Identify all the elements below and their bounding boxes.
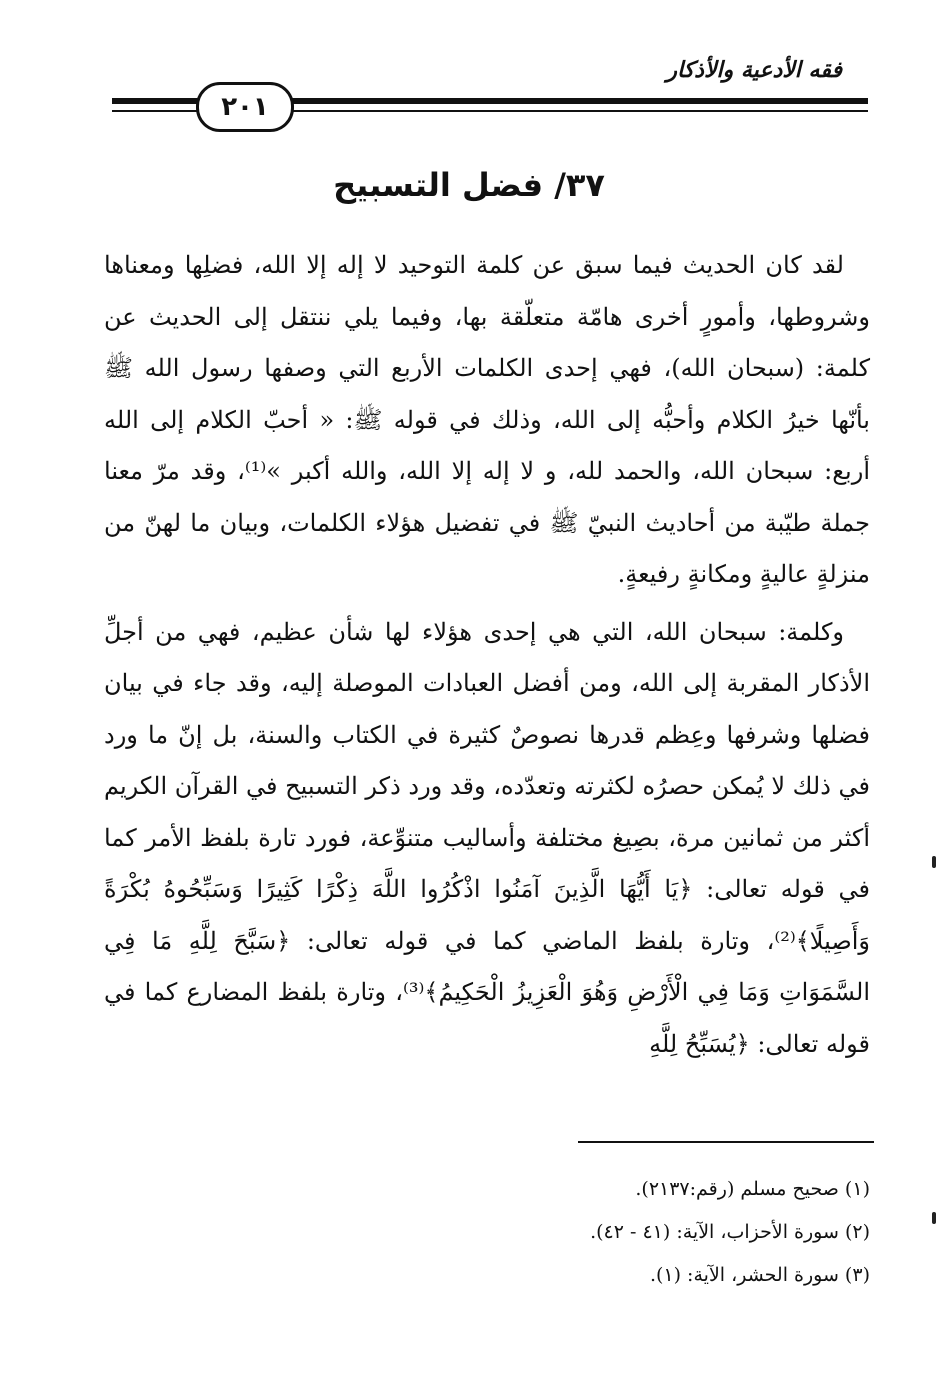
footnotes	[170, 1168, 870, 1297]
body-text	[104, 240, 870, 1076]
footnote-2: (٢) سورة الأحزاب، الآية: (٤١ - ٤٢).	[590, 1221, 870, 1243]
scan-mark	[932, 856, 936, 868]
paragraph-1: لقد كان الحديث فيما سبق عن كلمة التوحيد لا إله إلا الله، فضلِها ومعناها وشروطها، وأمورٍ أخرى هامّة متعلّقة بها، وفيما يلي ننتقل إلى الحديث عن كلمة: (سبحان الله)، فهي إحدى الكلمات الأربع التي وصفها رسول الله ﷺ بأنّها خيرُ الكلام وأحبُّه إلى الله، وذلك في قوله ﷺ: « أحبّ الكلام إلى الله أربع: سبحان الله، والحمد لله، و لا إله إلا الله، والله أكبر »⁽¹⁾، وقد مرّ معنا جملة طيّبة من أحاديث النبيّ ﷺ في تفضيل هؤلاء الكلمات، وبيان ما لهنّ من منزلةٍ عاليةٍ ومكانةٍ رفيعةٍ.	[104, 251, 870, 588]
footnote-1: (١) صحيح مسلم (رقم:٢١٣٧).	[635, 1178, 870, 1200]
chapter-title: ٣٧/ فضل التسبيح	[333, 166, 605, 204]
footnote-separator	[578, 1141, 874, 1143]
running-header-title: فقه الأدعية والأذكار	[666, 58, 842, 83]
footnote-3: (٣) سورة الحشر، الآية: (١).	[649, 1264, 870, 1286]
paragraph-2: وكلمة: سبحان الله، التي هي إحدى هؤلاء لها شأن عظيم، فهي من أجلِّ الأذكار المقربة إلى الله، ومن أفضل العبادات الموصلة إليه، وقد جاء في بيان فضلها وشرفها وعِظم قدرها نصوصٌ كثيرة في الكتاب والسنة، بل إنّ ما ورد في ذلك لا يُمكن حصرُه لكثرته وتعدّده، وقد ورد ذكر التسبيح في القرآن الكريم أكثر من ثمانين مرة، بصِيغ مختلفة وأساليب متنوِّعة، فورد تارة بلفظ الأمر كما في قوله تعالى: ﴿يَا أَيُّهَا الَّذِينَ آمَنُوا اذْكُرُوا اللَّهَ ذِكْرًا كَثِيرًا وَسَبِّحُوهُ بُكْرَةً وَأَصِيلًا﴾⁽²⁾، وتارة بلفظ الماضي كما في قوله تعالى: ﴿سَبَّحَ لِلَّهِ مَا فِي السَّمَوَاتِ وَمَا فِي الْأَرْضِ وَهُوَ الْعَزِيزُ الْحَكِيمُ﴾⁽³⁾، وتارة بلفظ المضارع كما في قوله تعالى: ﴿يُسَبِّحُ لِلَّهِ	[104, 617, 870, 1058]
scan-mark	[932, 1212, 936, 1224]
page-number-badge: ٢٠١	[196, 82, 294, 132]
